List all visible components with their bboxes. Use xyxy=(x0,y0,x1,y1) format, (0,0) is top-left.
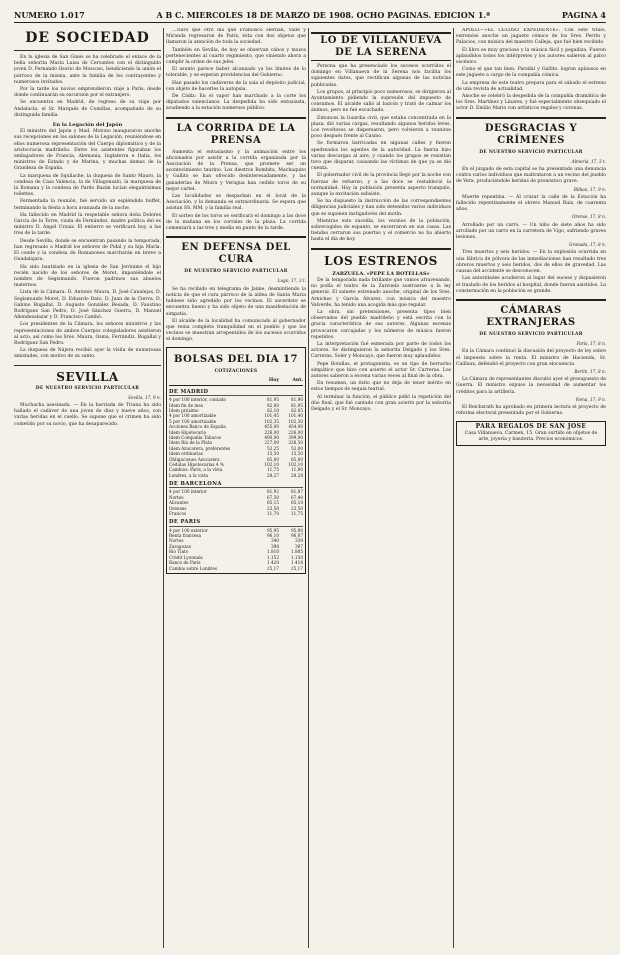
table-cell-today: 23,50 xyxy=(267,505,279,511)
table-cell-name: Banco de París xyxy=(169,560,201,566)
table-cell-previous: 1.150 xyxy=(291,554,303,560)
table-cell-previous: 67,40 xyxy=(291,494,303,500)
table-cell-today: 85,15 xyxy=(267,500,279,506)
table-cell-previous: 52,00 xyxy=(291,445,303,451)
paragraph: Como el que tan bien, Parsifal y Gallito, logran aplausos en este juguete a cargo de la compañía cómica. xyxy=(456,67,606,79)
table-cell-name: Idem próximo xyxy=(169,407,199,413)
table-cell-name: Nortes xyxy=(169,538,184,544)
dateline: Almería, 17, 3 t. xyxy=(571,158,606,164)
paragraph: Aumenta el entusiasmo y la animación entre los aficionados por asistir a la corrida organizada por la Asociación de la Prensa, que promete ser un acontecimiento taurino. Los diestros Bombita, Machaquito y Gallito se han ofrecido desinteresadamente, y las ganaderías de Miura y Veragua han cedido toros de su mejor cartel. xyxy=(166,149,306,192)
table-cell-today: 11,70 xyxy=(267,511,279,517)
kicker: DE NUESTRO SERVICIO PARTICULAR xyxy=(35,385,140,391)
table-cell-name: Idem Azucarera, preferentes xyxy=(169,445,231,451)
table-cell-today: 400,00 xyxy=(264,434,279,440)
section-title-desgracias: DESGRACIAS Y CRÍMENES xyxy=(484,122,578,146)
paragraph: Anoche se celebró la despedida de la compañía dramática de los Sres. Martínez y Linares, y fué especialmente obsequiado el actor D. Emilio Mario con artísticos regalos y coronas. xyxy=(456,94,606,112)
subheading: ZARZUELA. «PEPE LA BOTELLAS» xyxy=(332,270,430,277)
divider xyxy=(311,248,451,250)
table-cell-name: Idem Compañía Tabacos xyxy=(169,434,222,440)
table-cell-name: Londres, a la vista xyxy=(169,472,208,478)
table-cell-today: 1.152 xyxy=(267,554,279,560)
column-header-name xyxy=(169,378,255,384)
table-cell-previous: 85,00 xyxy=(291,456,303,462)
table-cell-previous: 95,90 xyxy=(291,527,303,533)
table-cell-name: Obligaciones Azucarera xyxy=(169,456,220,462)
table-cell-today: 96,10 xyxy=(267,533,279,539)
table-cell-previous: 25,17 xyxy=(291,565,303,571)
table-cell-today: 227,00 xyxy=(264,440,279,446)
section-title-estrenos: LOS ESTRENOS xyxy=(324,253,438,268)
table-cell-name: Idem fin de mes xyxy=(169,402,204,408)
table-cell-today: 28,27 xyxy=(267,472,279,478)
paragraph: Mientras esto sucedía, los vecinos de la población, sobrecogidos de espanto, se encerraron en sus casas. Las tiendas cerraron sus puertas y el comercio no ha abierto hasta el día de hoy. xyxy=(311,218,451,243)
paragraph: De la temporada nada brillante que vamos atravesando, no podía el teatro de la Zarzuela sustraerse a la ley general. El sainete estrenado anoche, original de los Sres. Arniches y García Álvarez, con música del maestro Valverde, ha tenido una acogida más que regular. xyxy=(311,277,451,308)
paragraph: Pepe Botellas, el protagonista, es un tipo de borracho simpático que hizo con acierto el actor Sr. Carreras. Los autores salieron a escena varias veces al final de la obra. xyxy=(311,361,451,379)
table-cell-name: Renta francesa xyxy=(169,533,202,539)
table-cell-name: Idem Hipotecario xyxy=(169,429,207,435)
divider xyxy=(14,50,161,51)
table-cell-previous: 397 xyxy=(295,543,303,549)
section-title-villanueva: LO DE VILLANUEVA DE LA SERENA xyxy=(311,32,451,61)
table-cell-previous: 454,00 xyxy=(288,424,303,430)
table-cell-today: 398 xyxy=(271,543,279,549)
barcelona-rows xyxy=(169,489,303,516)
table-cell-name: 4 por 100 interior xyxy=(169,489,207,495)
table-cell-previous: 11,75 xyxy=(291,511,303,517)
masthead xyxy=(14,8,606,23)
paragraph: El alcalde de la localidad ha comunicado al gobernador que reina completa tranquilidad en el pueblo y que los vecinos se muestran arrepentidos de los sucesos ocurridos el domingo. xyxy=(166,318,306,343)
table-cell-today: 81,92 xyxy=(267,489,279,495)
paragraph: En la Cámara continuó la discusión del proyecto de ley sobre el impuesto sobre la renta. El ministro de Hacienda, Sr. Caillaux, defendió el proyecto con gran elocuencia. xyxy=(456,349,606,367)
kicker: COTIZACIONES xyxy=(214,368,258,374)
section-title-sevilla: SEVILLA xyxy=(56,369,119,384)
table-cell-previous: 81,87 xyxy=(291,489,303,495)
table-cell-today: 15,50 xyxy=(267,451,279,457)
table-cell-name: Zaragozas xyxy=(169,543,191,549)
table-cell-name: Alicantes xyxy=(169,500,189,506)
paragraph: …claro que otro día que Francisco Hernán, Valle y Miranda regresaron de París, ésta con dos objetos que llamaron la atención de toda la sociedad. xyxy=(166,28,306,46)
table-cell-today: 25,17 xyxy=(267,565,279,571)
table-cell-previous: 96,07 xyxy=(291,533,303,539)
dateline: Lugo, 17, 3 t. xyxy=(277,278,306,284)
paragraph: El gobernador civil de la provincia llegó por la noche con fuerzas de refuerzo, y a las doce se restableció la normalidad. Hoy la población presenta aspecto tranquilo, aunque la excitación subsiste. xyxy=(311,173,451,198)
section-title-bolsas: BOLSAS DEL DIA 17 xyxy=(174,353,298,365)
table-cell-previous: 102,10 xyxy=(288,462,303,467)
issue-number: NUMERO 1.017 xyxy=(14,10,85,20)
dateline: Viena, 17, 9 n. xyxy=(575,396,606,402)
paragraph: Persona que ha presenciado los sucesos ocurridos el domingo en Villanueva de la Serena nos facilita los siguientes datos, que rectifican algunas de las noticias publicadas. xyxy=(311,64,451,88)
table-cell-previous: 1.418 xyxy=(291,560,303,566)
table-cell-today: 102,35 xyxy=(264,418,279,424)
paragraph: Arrollado por un carro. — Un niño de siete años ha sido arrollado por un carro en la carretera de Vigo, sufriendo graves lesiones. xyxy=(456,222,606,241)
kicker: DE NUESTRO SERVICIO PARTICULAR xyxy=(479,149,583,155)
table-cell-name: 5 por 100 amortizable xyxy=(169,418,217,424)
table-cell-today: 340 xyxy=(271,538,279,544)
table-cell-previous: 1.805 xyxy=(291,549,303,555)
section-title-defensa: EN DEFENSA DEL CURA xyxy=(181,242,291,266)
table-cell-name: Cédulas Hipotecarias 4 % xyxy=(169,462,224,467)
subheading: En la Legación del Japón xyxy=(52,122,123,129)
table-cell-previous: 102,30 xyxy=(288,418,303,424)
paragraph: Entonces la Guardia civil, que estaba concentrada en la plaza, dió varias cargas, resultando algunos heridos leves. Los revoltosos se dispersaron, pero volvieron a reunirse poco después frente al Casino. xyxy=(311,115,451,140)
table-cell-name: Nortes xyxy=(169,494,184,500)
table-cell-previous: 85,10 xyxy=(291,500,303,506)
paragraph: Al terminar la función, el público pidió la repetición del dúo final, que fué cantado con gran acierto por la señorita Delgado y el Sr. Moncayo. xyxy=(311,394,451,412)
divider xyxy=(166,236,306,238)
paragraph: Ha sido bautizado en la iglesia de San Jerónimo el hijo recién nacido de los señores de Moret, imponiéndole el nombre de Segismundo. Fueron padrinos sus abuelos maternos. xyxy=(14,264,161,289)
table-cell-name: Río Tinto xyxy=(169,549,189,555)
table-section-madrid: DE MADRID xyxy=(169,389,303,396)
table-cell-name: 4 por 100 amortizable xyxy=(169,413,217,419)
paragraph: El libro es muy gracioso y la música fácil y pegadiza. Fueron aplaudidos todos los intérpretes y los autores salieron al palco escénico. xyxy=(456,47,606,66)
paragraph: La empresa de este teatro prepara para el sábado el estreno de una revista de actualidad. xyxy=(456,80,606,92)
table-cell-name: 4 por 100 interior, contado xyxy=(169,397,227,403)
paragraph: El sorteo de los toros se verificará el domingo a las doce de la mañana en los corrales de la plaza. La corrida comenzará a las tres y media en punto de la tarde. xyxy=(166,213,306,232)
paragraph: Los presidentes de la Cámara, los señores ministros y las representaciones de ambos Cuerpos colegisladores asistieron al acto, así como los Sres. Maura, Osma, Ferrándiz, Bugallal y Rodríguez San Pedro. xyxy=(14,322,161,346)
table-cell-previous: 82,05 xyxy=(291,407,303,413)
table-cell-name: Idem ordinarias xyxy=(169,451,203,457)
table-cell-previous: 339 xyxy=(295,538,303,544)
table-cell-today: 67,50 xyxy=(267,494,279,500)
paragraph: La duquesa de Nájera recibió ayer la visita de numerosas amistades, con motivo de su santo. xyxy=(14,348,161,360)
table-cell-previous: 399,00 xyxy=(288,434,303,440)
table-cell-today: 455,00 xyxy=(264,424,279,430)
paragraph: Las autoridades acudieron al lugar del suceso y dispusieron el traslado de los heridos al hospital, donde fueron asistidos. La consternación en la población es grande. xyxy=(456,276,606,294)
table-cell-today: 85,00 xyxy=(267,456,279,462)
table-cell-name: 4 por 100 exterior xyxy=(169,527,208,533)
paragraph: Se ha dispuesto la instrucción de las correspondientes diligencias judiciales y han sido detenidos varios individuos que se suponen instigadores del motín. xyxy=(311,199,451,217)
paragraph: El ministro del Japón y Mad. Motono inauguraron anoche sus recepciones en los salones de la Legación, reuniéndose en ellos numerosa representación del Cuerpo diplomático y de la aristocracia madrileña. Entre los asistentes figuraban los embajadores de Francia, Alemania, Inglaterra e Italia, los ministros de Estado y de Marina, y muchas damas de la Grandeza de España. xyxy=(14,129,161,172)
table-cell-name: Crédit Lyonnais xyxy=(169,554,203,560)
table-cell-today: 102,10 xyxy=(264,462,279,467)
paragraph: Se formaron barricadas en algunas calles y fueron apedreados los agentes de la autoridad. La fuerza hizo varias descargas al aire, y cuando los grupos se resistían tuvo que disparar, causando las víctimas de que ya se dió cuenta. xyxy=(311,141,451,172)
column-1 xyxy=(14,28,161,948)
paragraph: También en Sevilla, de hoy se observan cabos y mozos pertenecientes al cuarto regimiento, que viniendo ahora a cumplir la orden de sus jefes. xyxy=(166,47,306,66)
table-cell-name: Cambios: París, a la vista xyxy=(169,467,223,473)
table-row xyxy=(169,566,303,571)
section-title-camaras: CÁMARAS EXTRANJERAS xyxy=(486,304,576,328)
table-header xyxy=(169,378,303,386)
dateline: Sevilla, 17, 9 n. xyxy=(128,394,161,400)
publication-line: A B C. MIERCOLES 18 DE MARZO DE 1908. OCHO PAGINAS. EDICION 1.ª xyxy=(156,10,491,20)
dateline: Bilbao, 17, 9 n. xyxy=(573,186,606,192)
paragraph: El Reichsrath ha aprobado en primera lectura el proyecto de reforma electoral presentado por el Gobierno. xyxy=(456,404,606,417)
table-cell-previous: 11,80 xyxy=(291,467,303,473)
table-cell-name: Orenses xyxy=(169,505,187,511)
paragraph: La interpretación fué esmerada por parte de todos los actores. Se distinguieron la señorita Delgado y los Sres. Carreras, Soler y Moncayo, que fueron muy aplaudidos. xyxy=(311,341,451,360)
ad-title: PARA REGALOS DE SAN JOSE xyxy=(475,423,587,431)
table-cell-name: Cambio sobre Londres xyxy=(169,565,218,571)
table-row xyxy=(169,473,303,478)
table-cell-name: Idem Río de la Plata xyxy=(169,440,212,446)
table-row xyxy=(169,511,303,516)
paragraph: En el juzgado de esta capital se ha presentado una denuncia contra varios individuos que maltrataron a un vecino del pueblo de Vera, produciéndole heridas de pronóstico grave. xyxy=(456,167,606,185)
table-section-barcelona: DE BARCELONA xyxy=(169,481,303,488)
table-cell-previous: 81,90 xyxy=(291,397,303,403)
table-cell-today: 1.810 xyxy=(267,549,279,555)
paragraph: Se encuentra en Madrid, de regreso de su viaje por Andalucía, el Sr. Marqués de Comillas, acompañado de su distinguida familia. xyxy=(14,100,161,118)
table-cell-previous: 15,50 xyxy=(291,451,303,457)
paragraph: En resumen, un éxito que no deja de tener mérito en estos tiempos de sequía teatral. xyxy=(311,381,451,393)
paragraph: En la iglesia de San Ginés se ha celebrado el enlace de la bella señorita María Luisa de Cervantes con el distinguido joven D. Fernando Osorio de Moscoso, bendiciendo la unión el párroco de la misma, ante la familia de los contrayentes y numerosos invitados. xyxy=(14,55,161,85)
table-cell-name: Francos xyxy=(169,511,187,517)
table-section-paris: DE PARIS xyxy=(169,519,303,526)
paragraph: Se ha recibido en telegrama de Jaime, desmintiendo la noticia de que el cura párroco de la aldea de Santa María hubiese sido agredido por los vecinos. El sacerdote se encuentra bueno y ha sido objeto de una manifestación de simpatía. xyxy=(166,286,306,317)
dateline: Orense, 17, 8 n. xyxy=(572,214,606,220)
table-cell-today: 82,00 xyxy=(267,402,279,408)
column-3 xyxy=(311,28,451,948)
paragraph: Lista de la Cámara: D. Antonio Maura, D. José Canalejas, D. Segismundo Moret, D. Eduardo Dato, D. Juan de la Cierva, D. Gabino Bugallal, D. Augusto González Besada, D. Faustino Rodríguez San Pedro, D. José Sánchez Guerra, D. Manuel Allendesalazar y D. Francisco Cambó. xyxy=(14,290,161,321)
table-cell-today: 82,10 xyxy=(267,407,279,413)
table-cell-previous: 226,50 xyxy=(288,440,303,446)
section-title-corrida: LA CORRIDA DE LA PRENSA xyxy=(176,122,296,146)
table-cell-today: 95,95 xyxy=(267,527,279,533)
paragraph: Muchacha asesinada. — En la barriada de Triana ha sido hallado el cadáver de una joven de diez y nueve años, con varias heridas en el cuello. Se supone que el crimen ha sido cometido por su novio, que ha desaparecido. xyxy=(14,402,161,427)
paragraph: Tres muertos y seis heridos. — En la explosión ocurrida en una fábrica de pólvora de las inmediaciones han resultado tres obreros muertos y seis heridos, dos de ellos de gravedad. Las causas del accidente se desconocen. xyxy=(456,250,606,275)
dateline: Berlín, 17, 8 n. xyxy=(574,368,606,374)
divider xyxy=(456,117,606,119)
column-header-today: Hoy xyxy=(268,377,279,383)
divider xyxy=(14,365,161,366)
stock-exchange-box xyxy=(166,347,306,574)
table-cell-today: 52,25 xyxy=(267,445,279,451)
table-cell-previous: 226,00 xyxy=(288,429,303,435)
paragraph: Desde Sevilla, donde se encuentran pasando la temporada, han regresado a Madrid los señores de Pidal y su hija María. El conde y la condesa de Romanones marcharán en breve a Guadalajara. xyxy=(14,238,161,263)
paragraph: APOLO.—«EL CELOSO EXPEDIENTE». Con este título, estrenóse anoche un juguete cómico de los Sres. Perrín y Palacios, con música del maestro Calleja, que fué bien recibido. xyxy=(456,28,606,46)
table-cell-today: 1.420 xyxy=(267,560,279,566)
table-cell-today: 226,00 xyxy=(264,429,279,435)
dateline: París, 17, 8 n. xyxy=(576,341,606,347)
table-cell-previous: 28,28 xyxy=(291,472,303,478)
divider xyxy=(456,299,606,301)
table-cell-previous: 101,40 xyxy=(288,413,303,419)
paragraph: Muerte repentina. — Al cruzar la calle de la Estación ha fallecido repentinamente el obrero Manuel Ruiz, de cuarenta años. xyxy=(456,194,606,213)
table-cell-today: 101,45 xyxy=(264,413,279,419)
column-rule xyxy=(308,28,309,948)
section-title-sociedad: DE SOCIEDAD xyxy=(25,30,150,46)
advertisement xyxy=(456,421,606,446)
table-cell-today: 11,75 xyxy=(267,467,279,473)
table-cell-previous: 81,95 xyxy=(291,402,303,408)
table-cell-name: Acciones Banco de España xyxy=(169,424,226,430)
column-rule xyxy=(163,28,164,948)
divider xyxy=(166,117,306,119)
column-2 xyxy=(166,28,306,948)
paragraph: Han pasado los cadáveres de la sala al depósito judicial, con objeto de hacerles la autopsia. xyxy=(166,80,306,92)
column-header-previous: Ant. xyxy=(292,377,303,383)
paragraph: Fermentada la reunión, fué servido un espléndido buffet, terminando la fiesta a hora avanzada de la noche. xyxy=(14,199,161,211)
paragraph: La marquesa de Squilache, la duquesa de Santo Mauro, la condesa de Casa Valencia, la de Villagonzalo, la marquesa de la Romana y la condesa de Pardo Bazán lucían elegantísimas toilettes. xyxy=(14,173,161,198)
column-4 xyxy=(456,28,606,948)
table-cell-previous: 23,50 xyxy=(291,505,303,511)
column-rule xyxy=(453,28,454,948)
kicker: DE NUESTRO SERVICIO PARTICULAR xyxy=(479,331,583,337)
dateline: Granada, 17, 8 n. xyxy=(569,242,606,248)
paris-rows xyxy=(169,528,303,571)
paragraph: Los grupos, al principio poco numerosos, se dirigieron al Ayuntamiento pidiendo la supresión del impuesto de consumos. El alcalde salió al balcón y trató de calmar los ánimos, pero no fué escuchado. xyxy=(311,89,451,114)
paragraph: La Cámara de representantes discutió ayer el presupuesto de Guerra. El ministro expuso la necesidad de aumentar los créditos para la artillería. xyxy=(456,377,606,395)
madrid-rows xyxy=(169,397,303,478)
paragraph: Por la tarde los novios emprendieron viaje a París, desde donde continuarán su excursión por el extranjero. xyxy=(14,87,161,99)
table-cell-today: 81,95 xyxy=(267,397,279,403)
paragraph: Ha fallecido en Madrid la respetable señora doña Dolores García de la Torre, viuda de Fernández, madre política del ex ministro D. Ángel Urzaiz. El entierro se verificará hoy, a las tres de la tarde. xyxy=(14,212,161,237)
paragraph: El asunto parece haber alcanzado ya los límites de lo tolerable, y se esperan providencias del Gobierno. xyxy=(166,67,306,79)
paragraph: De Cádiz: En el vapor han marchado a la corte los diputados valencianos. La despedida ha sido entusiasta, acudiendo a la estación numeroso público. xyxy=(166,94,306,112)
kicker: DE NUESTRO SERVICIO PARTICULAR xyxy=(184,269,288,275)
paragraph: Las localidades se despachan en el local de la Asociación, y la demanda es extraordinaria. Se espera que asistan SS. MM. y la familia real. xyxy=(166,194,306,212)
paragraph: La obra, sin pretensiones, presenta tipos bien observados del pueblo madrileño y está escrita con la gracia característica de sus autores. Algunas escenas provocaron carcajadas y los números de música fueron repetidos. xyxy=(311,309,451,340)
ad-text: Casa Villanueva, Carmen, 15. Gran surtido en objetos de arte, joyería y bisutería. Precios económicos. xyxy=(464,430,598,442)
page-number: PAGINA 4 xyxy=(561,10,606,20)
